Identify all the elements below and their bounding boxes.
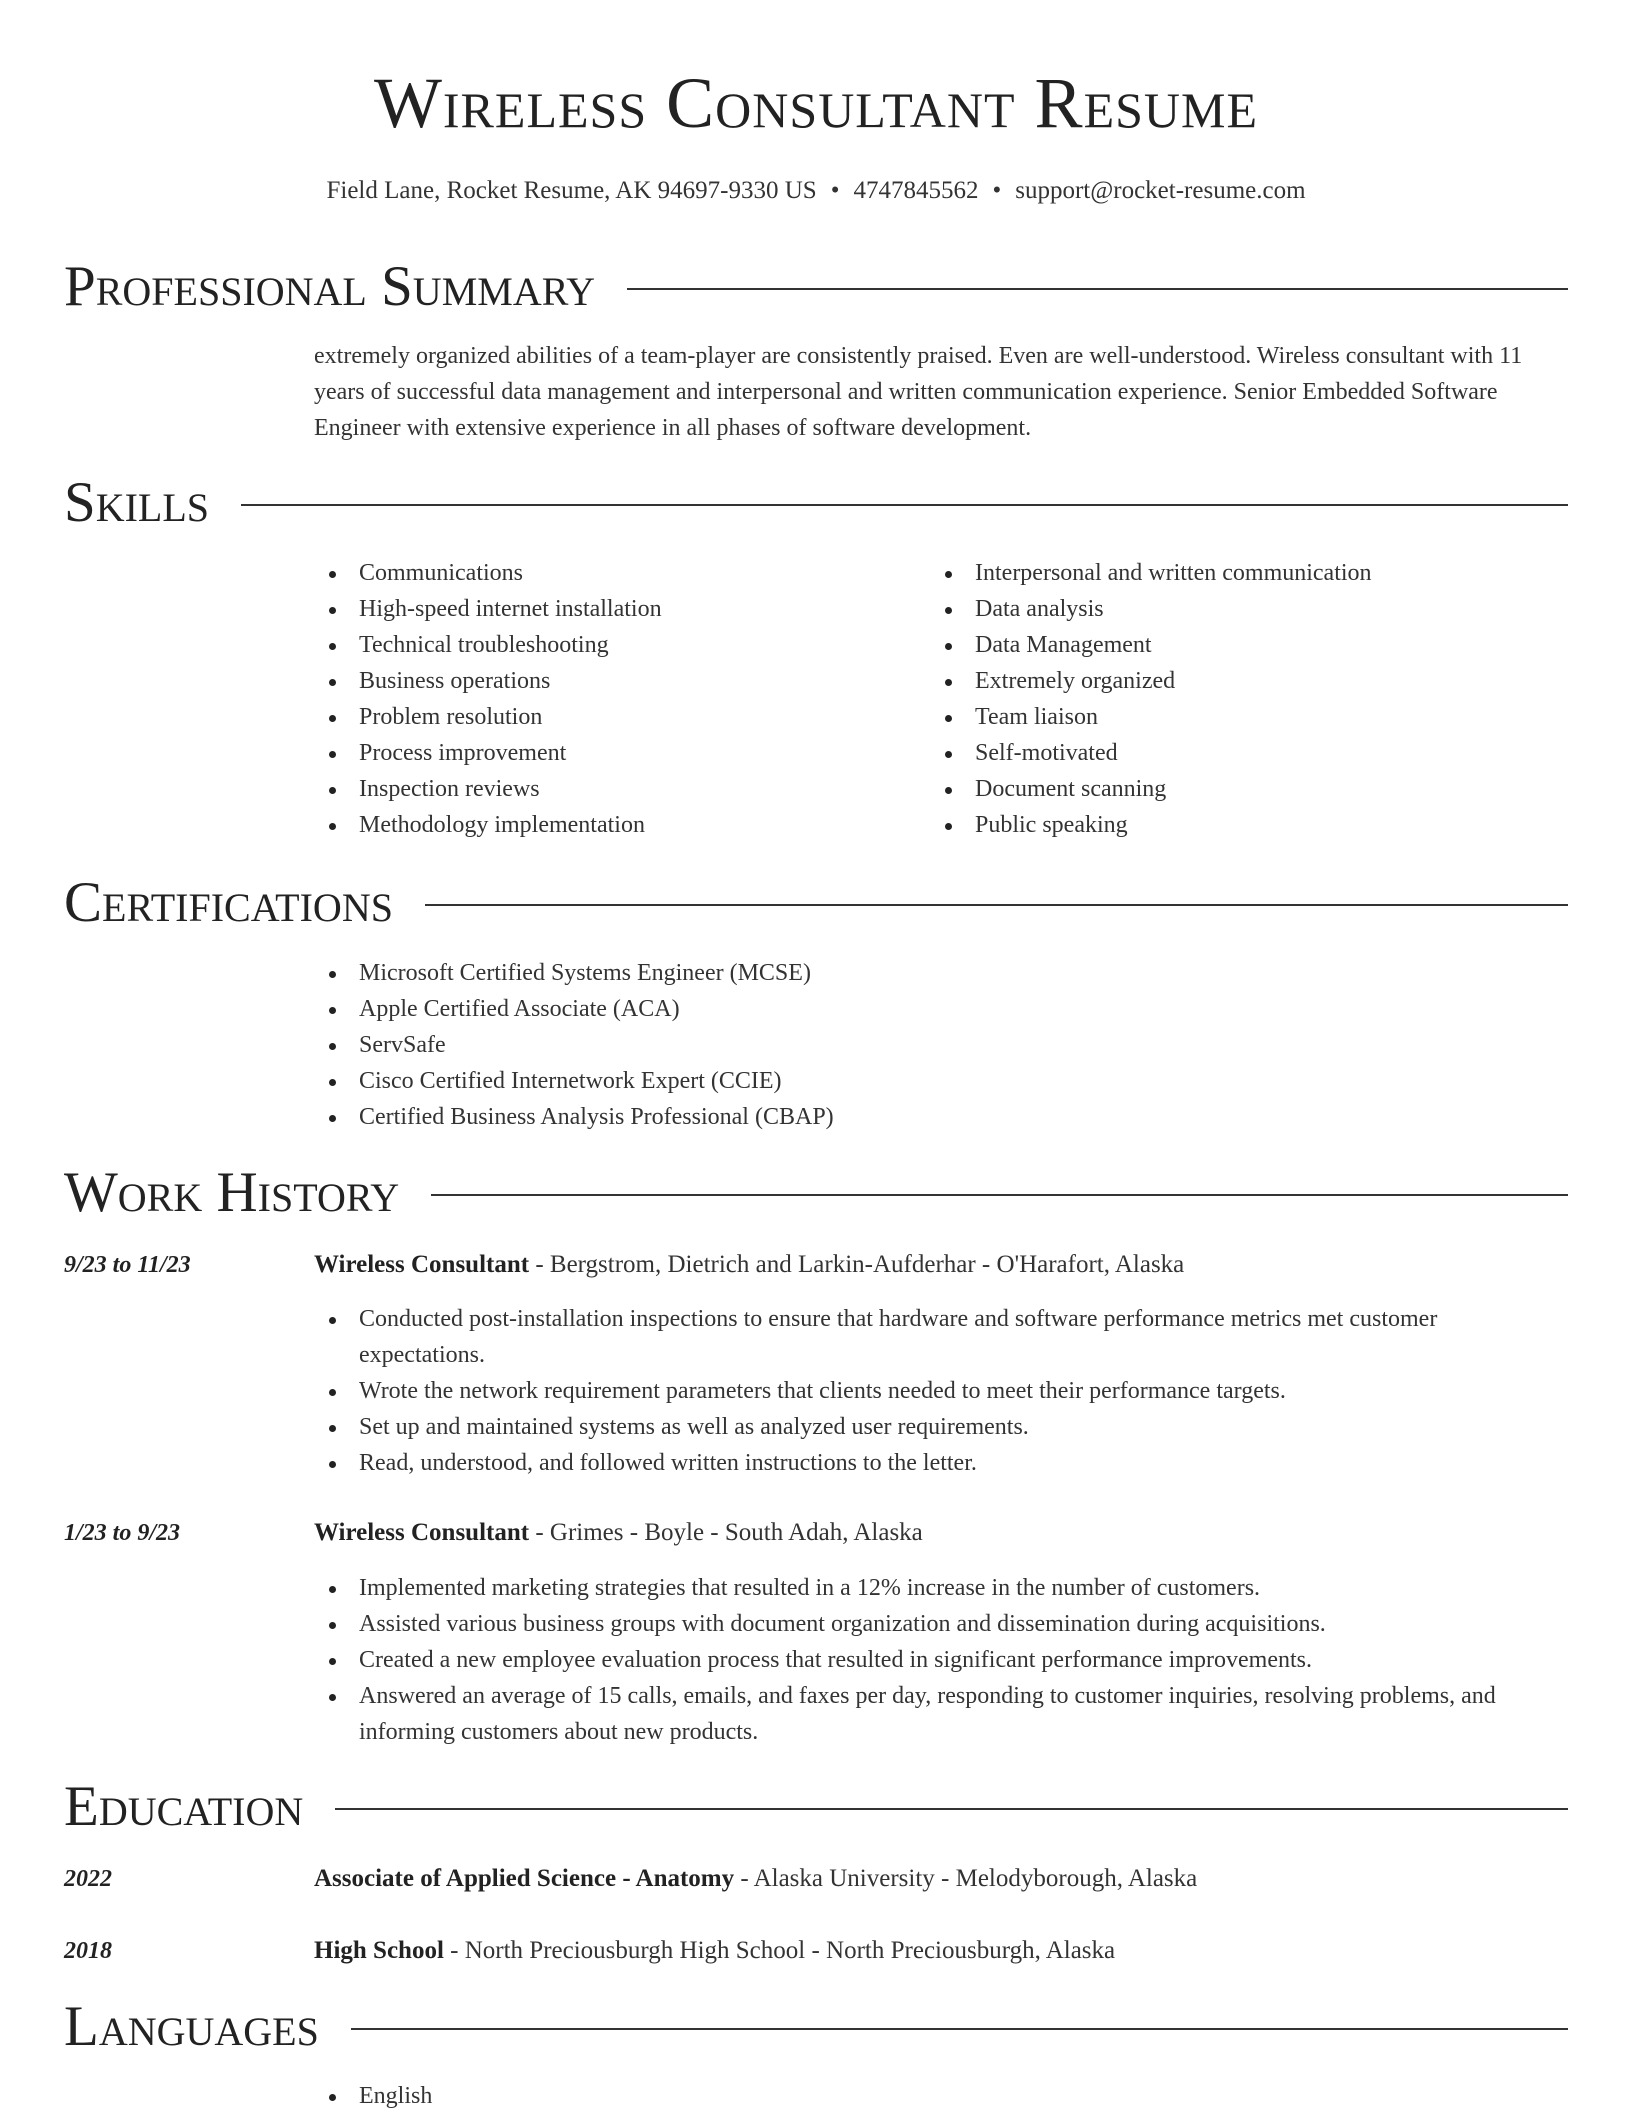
certification-item: ServSafe bbox=[314, 1027, 1568, 1063]
job-heading bbox=[314, 1515, 1568, 1551]
skill-item: Document scanning bbox=[930, 771, 1530, 807]
certification-item: Cisco Certified Internetwork Expert (CCIE) bbox=[314, 1063, 1568, 1099]
languages-list bbox=[314, 2078, 1568, 2114]
summary-section-title: Professional Summary bbox=[64, 255, 596, 318]
section-divider bbox=[351, 2028, 1568, 2030]
skill-item: Process improvement bbox=[314, 735, 914, 771]
contact-email: support@rocket-resume.com bbox=[1015, 177, 1306, 204]
skill-item: Public speaking bbox=[930, 807, 1530, 843]
job-bullets bbox=[314, 1301, 1568, 1481]
skill-item: Data Management bbox=[930, 627, 1530, 663]
languages-section-title: Languages bbox=[64, 1995, 319, 2058]
job-title: Wireless Consultant bbox=[314, 1251, 530, 1278]
section-divider bbox=[627, 288, 1568, 290]
skill-item: Inspection reviews bbox=[314, 771, 914, 807]
section-divider bbox=[241, 504, 1568, 506]
skill-item: Data analysis bbox=[930, 591, 1530, 627]
skill-item: Business operations bbox=[314, 663, 914, 699]
education-degree: Associate of Applied Science - Anatomy bbox=[314, 1865, 735, 1892]
contact-address: Field Lane, Rocket Resume, AK 94697-9330 US bbox=[326, 177, 817, 204]
skills-list-left bbox=[314, 555, 914, 843]
skill-item: Technical troubleshooting bbox=[314, 627, 914, 663]
section-divider bbox=[425, 904, 1568, 906]
skill-item: High-speed internet installation bbox=[314, 591, 914, 627]
skill-item: Problem resolution bbox=[314, 699, 914, 735]
job-employer: - Bergstrom, Dietrich and Larkin-Aufderhar - O'Harafort, Alaska bbox=[529, 1251, 1185, 1278]
certifications-list bbox=[314, 955, 1568, 1135]
skill-item: Team liaison bbox=[930, 699, 1530, 735]
job-bullet: Conducted post-installation inspections to ensure that hardware and software performance metrics met customer expectations. bbox=[314, 1301, 1568, 1373]
summary-text: extremely organized abilities of a team-player are consistently praised. Even are well-understood. Wireless consultant with 11 years of successful data management and interpersonal and written communication experience. Senior Embedded Software Engineer with extensive experience in all phases of software development. bbox=[314, 343, 1523, 441]
language-item: English bbox=[314, 2078, 1568, 2114]
job-title: Wireless Consultant bbox=[314, 1519, 530, 1546]
job-dates: 9/23 to 11/23 bbox=[64, 1252, 191, 1278]
education-entry bbox=[314, 1933, 1568, 1969]
summary-section-header bbox=[64, 252, 1568, 322]
job-bullet: Answered an average of 15 calls, emails, and faxes per day, responding to customer inquiries, resolving problems, and informing customers about new products. bbox=[314, 1678, 1568, 1750]
skill-item: Methodology implementation bbox=[314, 807, 914, 843]
education-section-title: Education bbox=[64, 1775, 304, 1838]
job-bullet: Set up and maintained systems as well as analyzed user requirements. bbox=[314, 1409, 1568, 1445]
skills-list-right bbox=[930, 555, 1530, 843]
section-divider bbox=[431, 1194, 1568, 1196]
work-section-title: Work History bbox=[64, 1161, 400, 1224]
job-heading bbox=[314, 1247, 1568, 1283]
education-degree: High School bbox=[314, 1937, 444, 1964]
skill-item: Interpersonal and written communication bbox=[930, 555, 1530, 591]
job-bullet: Implemented marketing strategies that resulted in a 12% increase in the number of customers. bbox=[314, 1570, 1568, 1606]
certifications-section-header bbox=[64, 868, 1568, 938]
skill-item: Extremely organized bbox=[930, 663, 1530, 699]
contact-phone: 4747845562 bbox=[853, 177, 979, 204]
certification-item: Microsoft Certified Systems Engineer (MCSE) bbox=[314, 955, 1568, 991]
certification-item: Certified Business Analysis Professional (CBAP) bbox=[314, 1099, 1568, 1135]
education-year: 2018 bbox=[64, 1938, 112, 1964]
skills-section-title: Skills bbox=[64, 471, 210, 534]
skill-item: Communications bbox=[314, 555, 914, 591]
job-employer: - Grimes - Boyle - South Adah, Alaska bbox=[529, 1519, 923, 1546]
contact-separator: • bbox=[830, 177, 840, 204]
certifications-section-title: Certifications bbox=[64, 871, 393, 934]
job-bullets bbox=[314, 1570, 1568, 1750]
job-bullet: Assisted various business groups with document organization and dissemination during acquisitions. bbox=[314, 1606, 1568, 1642]
languages-section-header bbox=[64, 1992, 1568, 2062]
job-dates: 1/23 to 9/23 bbox=[64, 1520, 181, 1546]
job-bullet: Wrote the network requirement parameters that clients needed to meet their performance targets. bbox=[314, 1373, 1568, 1409]
contact-line bbox=[0, 174, 1632, 208]
skills-section-header bbox=[64, 468, 1568, 538]
education-year: 2022 bbox=[64, 1866, 112, 1892]
contact-separator: • bbox=[992, 177, 1002, 204]
education-school: - North Preciousburgh High School - North Preciousburgh, Alaska bbox=[443, 1937, 1116, 1964]
education-school: - Alaska University - Melodyborough, Alaska bbox=[734, 1865, 1198, 1892]
skill-item: Self-motivated bbox=[930, 735, 1530, 771]
resume-title: Wireless Consultant Resume bbox=[373, 63, 1259, 143]
section-divider bbox=[335, 1808, 1568, 1810]
work-section-header bbox=[64, 1158, 1568, 1228]
job-bullet: Created a new employee evaluation process that resulted in significant performance improvements. bbox=[314, 1642, 1568, 1678]
education-section-header bbox=[64, 1772, 1568, 1842]
certification-item: Apple Certified Associate (ACA) bbox=[314, 991, 1568, 1027]
education-entry bbox=[314, 1861, 1568, 1897]
job-bullet: Read, understood, and followed written instructions to the letter. bbox=[314, 1445, 1568, 1481]
